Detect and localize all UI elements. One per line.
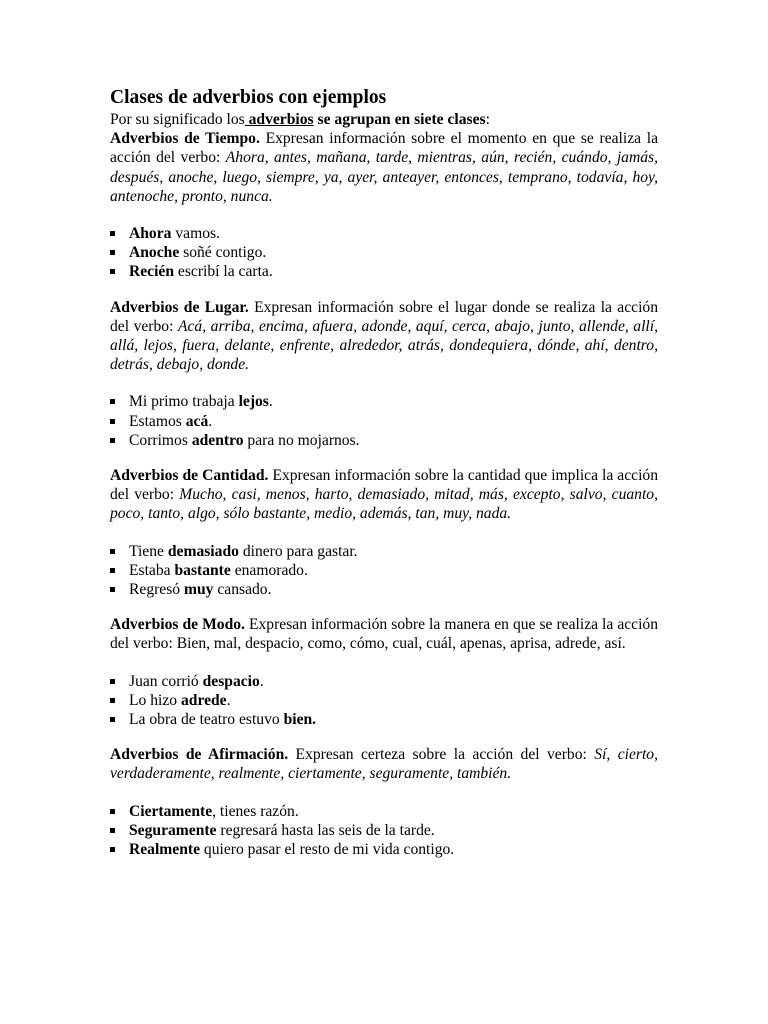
square-bullet-icon xyxy=(110,809,115,814)
spacer xyxy=(110,784,658,802)
item-text-after: dinero para gastar. xyxy=(238,542,358,560)
square-bullet-icon xyxy=(110,568,115,573)
item-text-after: soñé contigo. xyxy=(179,244,267,262)
item-text-after: quiero pasar el resto de mi vida contigo. xyxy=(200,841,455,859)
item-text-before: La obra de teatro estuvo xyxy=(129,711,284,729)
section-description: Expresan información sobre el momento en que se realiza la acción del verbo: xyxy=(110,130,658,167)
examples-list-tiempo xyxy=(110,224,658,282)
list-item xyxy=(110,580,658,599)
section-heading: Adverbios de Modo. xyxy=(110,616,245,634)
list-item xyxy=(110,821,658,840)
list-item xyxy=(110,691,658,710)
list-item xyxy=(110,262,658,281)
item-adverb: Ciertamente xyxy=(129,802,213,820)
square-bullet-icon xyxy=(110,438,115,443)
item-adverb: despacio xyxy=(202,672,260,690)
section-examples: Sí, cierto, verdaderamente, realmente, ciertamente, seguramente, también. xyxy=(110,746,659,783)
item-text-after: , tienes razón. xyxy=(212,802,299,820)
square-bullet-icon xyxy=(110,847,115,852)
item-adverb: Anoche xyxy=(129,244,180,262)
item-text-after: . xyxy=(268,393,273,411)
spacer xyxy=(110,729,658,745)
adverbios-link[interactable]: adverbios xyxy=(244,111,314,128)
list-item xyxy=(110,840,658,859)
square-bullet-icon xyxy=(110,587,115,592)
spacer xyxy=(110,599,658,615)
square-bullet-icon xyxy=(110,231,115,236)
intro-paragraph xyxy=(110,110,658,129)
item-text-before: Lo hizo xyxy=(129,691,181,709)
list-item xyxy=(110,542,658,561)
section-heading: Adverbios de Afirmación. xyxy=(110,746,289,764)
item-adverb: muy xyxy=(184,581,214,599)
list-item xyxy=(110,802,658,821)
section-description: Expresan información sobre la manera en que se realiza la acción del verbo: xyxy=(110,616,659,653)
spacer xyxy=(110,524,658,542)
document-page xyxy=(110,86,658,859)
section-description: Expresan información sobre la cantidad que implica la acción del verbo: xyxy=(110,467,658,504)
item-text-before: Regresó xyxy=(129,581,184,599)
examples-list-cantidad xyxy=(110,542,658,600)
item-text-after: escribí la carta. xyxy=(174,263,273,281)
sections-container xyxy=(110,129,658,859)
item-adverb: Seguramente xyxy=(129,821,217,839)
item-text-before: Estaba xyxy=(129,561,175,579)
list-item xyxy=(110,243,658,262)
section-description: Expresan información sobre el lugar donde se realiza la acción del verbo: xyxy=(110,298,658,335)
spacer xyxy=(110,374,658,392)
intro-bold-text: se agrupan en siete clases xyxy=(313,111,486,128)
item-text-after: . xyxy=(226,691,231,709)
intro-colon: : xyxy=(485,111,490,128)
spacer xyxy=(110,450,658,466)
square-bullet-icon xyxy=(110,399,115,404)
examples-list-modo xyxy=(110,672,658,730)
section-paragraph-modo xyxy=(110,615,658,653)
list-item xyxy=(110,392,658,411)
section-examples: Acá, arriba, encima, afuera, adonde, aquí, cerca, abajo, junto, allende, allí, allá, lejos, fuera, delante, enfrente, alrededor, atrás, dondequiera, dónde, ahí, dentro, detrás, debajo, donde. xyxy=(110,317,658,374)
square-bullet-icon xyxy=(110,250,115,255)
item-text-before: Tiene xyxy=(129,542,168,560)
item-adverb: acá xyxy=(185,412,209,430)
section-heading: Adverbios de Lugar. xyxy=(110,298,249,316)
square-bullet-icon xyxy=(110,717,115,722)
item-adverb: Realmente xyxy=(129,841,201,859)
item-adverb: adrede xyxy=(180,691,227,709)
item-text-after: vamos. xyxy=(171,225,220,243)
section-paragraph-cantidad xyxy=(110,466,658,524)
item-text-after: para no mojarnos. xyxy=(243,431,360,449)
intro-text: Por su significado los xyxy=(110,111,245,128)
spacer xyxy=(110,654,658,672)
item-text-before: Mi primo trabaja xyxy=(129,393,239,411)
examples-list-lugar xyxy=(110,392,658,450)
item-adverb: lejos xyxy=(238,393,269,411)
square-bullet-icon xyxy=(110,419,115,424)
list-item xyxy=(110,412,658,431)
square-bullet-icon xyxy=(110,828,115,833)
spacer xyxy=(110,282,658,298)
section-examples: Bien, mal, despacio, como, cómo, cual, cuál, apenas, aprisa, adrede, así. xyxy=(176,635,626,653)
item-text-after: . xyxy=(259,672,264,690)
section-description: Expresan certeza sobre la acción del verbo: xyxy=(288,746,595,764)
list-item xyxy=(110,224,658,243)
list-item xyxy=(110,561,658,580)
item-adverb: demasiado xyxy=(167,542,239,560)
section-paragraph-lugar xyxy=(110,298,658,375)
square-bullet-icon xyxy=(110,679,115,684)
section-examples: Mucho, casi, menos, harto, demasiado, mitad, más, excepto, salvo, cuanto, poco, tanto, algo, sólo bastante, medio, además, tan, muy, nada. xyxy=(110,486,658,523)
item-text-before: Estamos xyxy=(129,412,186,430)
list-item xyxy=(110,431,658,450)
square-bullet-icon xyxy=(110,698,115,703)
item-text-before: Juan corrió xyxy=(129,672,203,690)
item-adverb: bien. xyxy=(283,711,317,729)
square-bullet-icon xyxy=(110,549,115,554)
square-bullet-icon xyxy=(110,269,115,274)
item-text-after: enamorado. xyxy=(230,561,308,579)
section-heading: Adverbios de Tiempo. xyxy=(110,130,260,148)
item-text-after: cansado. xyxy=(213,581,272,599)
item-text-after: regresará hasta las seis de la tarde. xyxy=(216,821,435,839)
list-item xyxy=(110,710,658,729)
item-text-after: . xyxy=(208,412,213,430)
examples-list-afirmacion xyxy=(110,802,658,860)
section-examples: Ahora, antes, mañana, tarde, mientras, aún, recién, cuándo, jamás, después, anoche, luego, siempre, ya, ayer, anteayer, entonces, temprano, todavía, hoy, antenoche, pronto, nunca. xyxy=(110,149,658,205)
item-adverb: Ahora xyxy=(129,225,172,243)
page-title: Clases de adverbios con ejemplos xyxy=(110,87,387,108)
item-text-before: Corrimos xyxy=(129,431,192,449)
spacer xyxy=(110,206,658,224)
section-paragraph-tiempo xyxy=(110,129,658,206)
list-item xyxy=(110,672,658,691)
item-adverb: Recién xyxy=(129,263,175,281)
section-paragraph-afirmacion xyxy=(110,745,658,783)
section-heading: Adverbios de Cantidad. xyxy=(110,467,269,485)
item-adverb: bastante xyxy=(174,561,231,579)
item-adverb: adentro xyxy=(191,431,244,449)
